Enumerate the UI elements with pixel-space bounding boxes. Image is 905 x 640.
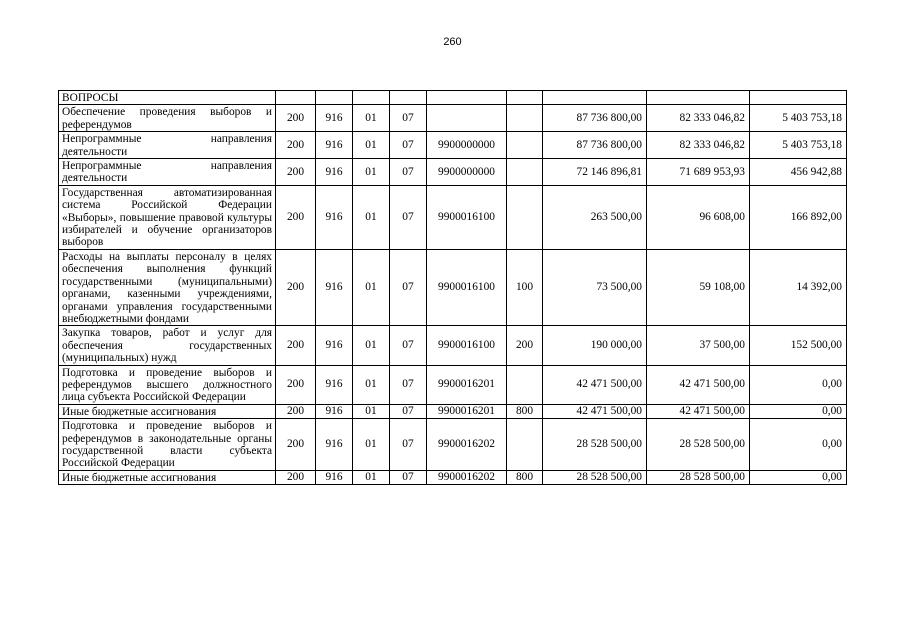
table-row	[59, 185, 847, 249]
code-cell-1: 200	[276, 159, 316, 186]
code-cell-5: 9900000000	[427, 132, 507, 159]
code-cell-1: 200	[276, 249, 316, 325]
value-cell-1: 42 471 500,00	[543, 365, 647, 404]
row-name-cell: Государственная автоматизированная система Российской Федерации «Выборы», повышение правовой культуры избирателей и обучение организаторов выборов	[59, 185, 276, 249]
code-cell-2: 916	[316, 326, 353, 365]
table-row	[59, 404, 847, 418]
value-cell-1: 87 736 800,00	[543, 132, 647, 159]
value-cell-3: 0,00	[750, 419, 847, 471]
value-cell-1: 72 146 896,81	[543, 159, 647, 186]
row-name-cell: Подготовка и проведение выборов и референдумов высшего должностного лица субъекта Российской Федерации	[59, 365, 276, 404]
code-cell-3: 01	[353, 470, 390, 484]
code-cell-6	[507, 132, 543, 159]
code-cell-2: 916	[316, 470, 353, 484]
value-cell-1: 87 736 800,00	[543, 105, 647, 132]
table-row	[59, 91, 847, 105]
code-cell-3: 01	[353, 365, 390, 404]
code-cell	[353, 91, 390, 105]
value-cell-3: 0,00	[750, 365, 847, 404]
table-row	[59, 365, 847, 404]
code-cell-1: 200	[276, 185, 316, 249]
code-cell-1: 200	[276, 404, 316, 418]
value-cell-1: 263 500,00	[543, 185, 647, 249]
value-cell-3: 0,00	[750, 404, 847, 418]
code-cell-5: 9900016100	[427, 326, 507, 365]
code-cell-4: 07	[390, 326, 427, 365]
code-cell-2: 916	[316, 404, 353, 418]
code-cell-1: 200	[276, 365, 316, 404]
code-cell-6	[507, 105, 543, 132]
code-cell-6	[507, 159, 543, 186]
row-name-cell: ВОПРОСЫ	[59, 91, 276, 105]
value-cell-2: 37 500,00	[647, 326, 750, 365]
page-number: 260	[443, 36, 462, 48]
value-cell-3: 0,00	[750, 470, 847, 484]
value-cell-3: 14 392,00	[750, 249, 847, 325]
table-row	[59, 159, 847, 186]
code-cell-4: 07	[390, 185, 427, 249]
value-cell-3: 456 942,88	[750, 159, 847, 186]
value-cell-2: 82 333 046,82	[647, 132, 750, 159]
budget-table	[58, 90, 847, 485]
code-cell-6: 100	[507, 249, 543, 325]
code-cell-5: 9900016201	[427, 404, 507, 418]
code-cell-4: 07	[390, 365, 427, 404]
table-row	[59, 249, 847, 325]
code-cell-3: 01	[353, 132, 390, 159]
code-cell-4: 07	[390, 470, 427, 484]
code-cell-4: 07	[390, 249, 427, 325]
row-name-cell: Непрограммные направления деятельности	[59, 132, 276, 159]
value-cell-3: 5 403 753,18	[750, 105, 847, 132]
value-cell-3: 152 500,00	[750, 326, 847, 365]
value-cell-2: 59 108,00	[647, 249, 750, 325]
code-cell-4: 07	[390, 105, 427, 132]
code-cell-5: 9900016100	[427, 185, 507, 249]
code-cell-1: 200	[276, 419, 316, 471]
code-cell	[427, 91, 507, 105]
value-cell-1: 73 500,00	[543, 249, 647, 325]
code-cell-3: 01	[353, 326, 390, 365]
code-cell-5: 9900016202	[427, 470, 507, 484]
code-cell	[390, 91, 427, 105]
code-cell-1: 200	[276, 132, 316, 159]
code-cell-2: 916	[316, 105, 353, 132]
code-cell-1: 200	[276, 105, 316, 132]
code-cell	[316, 91, 353, 105]
code-cell-6	[507, 365, 543, 404]
value-cell	[543, 91, 647, 105]
code-cell-4: 07	[390, 159, 427, 186]
code-cell-6: 800	[507, 470, 543, 484]
code-cell-5: 9900016201	[427, 365, 507, 404]
code-cell-1: 200	[276, 326, 316, 365]
code-cell-2: 916	[316, 132, 353, 159]
value-cell-1: 42 471 500,00	[543, 404, 647, 418]
value-cell	[750, 91, 847, 105]
value-cell-1: 190 000,00	[543, 326, 647, 365]
table-row	[59, 132, 847, 159]
value-cell-2: 71 689 953,93	[647, 159, 750, 186]
value-cell-3: 166 892,00	[750, 185, 847, 249]
value-cell-2: 42 471 500,00	[647, 365, 750, 404]
row-name-cell: Обеспечение проведения выборов и референдумов	[59, 105, 276, 132]
row-name-cell: Непрограммные направления деятельности	[59, 159, 276, 186]
row-name-cell: Расходы на выплаты персоналу в целях обеспечения выполнения функций государственными (муниципальными) органами, казенными учреждениями, органами управления государственными внебюджетными фондами	[59, 249, 276, 325]
row-name-cell: Иные бюджетные ассигнования	[59, 470, 276, 484]
table-row	[59, 419, 847, 471]
code-cell-4: 07	[390, 404, 427, 418]
code-cell-2: 916	[316, 185, 353, 249]
table-row	[59, 326, 847, 365]
code-cell-3: 01	[353, 105, 390, 132]
code-cell-6: 200	[507, 326, 543, 365]
value-cell-1: 28 528 500,00	[543, 419, 647, 471]
value-cell-2: 82 333 046,82	[647, 105, 750, 132]
value-cell-2: 28 528 500,00	[647, 419, 750, 471]
code-cell	[276, 91, 316, 105]
code-cell-4: 07	[390, 419, 427, 471]
code-cell-4: 07	[390, 132, 427, 159]
code-cell-2: 916	[316, 159, 353, 186]
code-cell-5: 9900016100	[427, 249, 507, 325]
table-row	[59, 470, 847, 484]
code-cell-3: 01	[353, 419, 390, 471]
value-cell	[647, 91, 750, 105]
table-row	[59, 105, 847, 132]
code-cell	[507, 91, 543, 105]
code-cell-3: 01	[353, 185, 390, 249]
value-cell-3: 5 403 753,18	[750, 132, 847, 159]
row-name-cell: Закупка товаров, работ и услуг для обеспечения государственных (муниципальных) нужд	[59, 326, 276, 365]
value-cell-2: 28 528 500,00	[647, 470, 750, 484]
code-cell-3: 01	[353, 249, 390, 325]
value-cell-2: 42 471 500,00	[647, 404, 750, 418]
code-cell-2: 916	[316, 419, 353, 471]
code-cell-6: 800	[507, 404, 543, 418]
code-cell-3: 01	[353, 159, 390, 186]
code-cell-3: 01	[353, 404, 390, 418]
value-cell-1: 28 528 500,00	[543, 470, 647, 484]
code-cell-1: 200	[276, 470, 316, 484]
code-cell-5	[427, 105, 507, 132]
code-cell-6	[507, 419, 543, 471]
code-cell-2: 916	[316, 365, 353, 404]
code-cell-5: 9900016202	[427, 419, 507, 471]
value-cell-2: 96 608,00	[647, 185, 750, 249]
row-name-cell: Иные бюджетные ассигнования	[59, 404, 276, 418]
row-name-cell: Подготовка и проведение выборов и референдумов в законодательные органы государственной власти субъекта Российской Федерации	[59, 419, 276, 471]
code-cell-6	[507, 185, 543, 249]
code-cell-2: 916	[316, 249, 353, 325]
code-cell-5: 9900000000	[427, 159, 507, 186]
